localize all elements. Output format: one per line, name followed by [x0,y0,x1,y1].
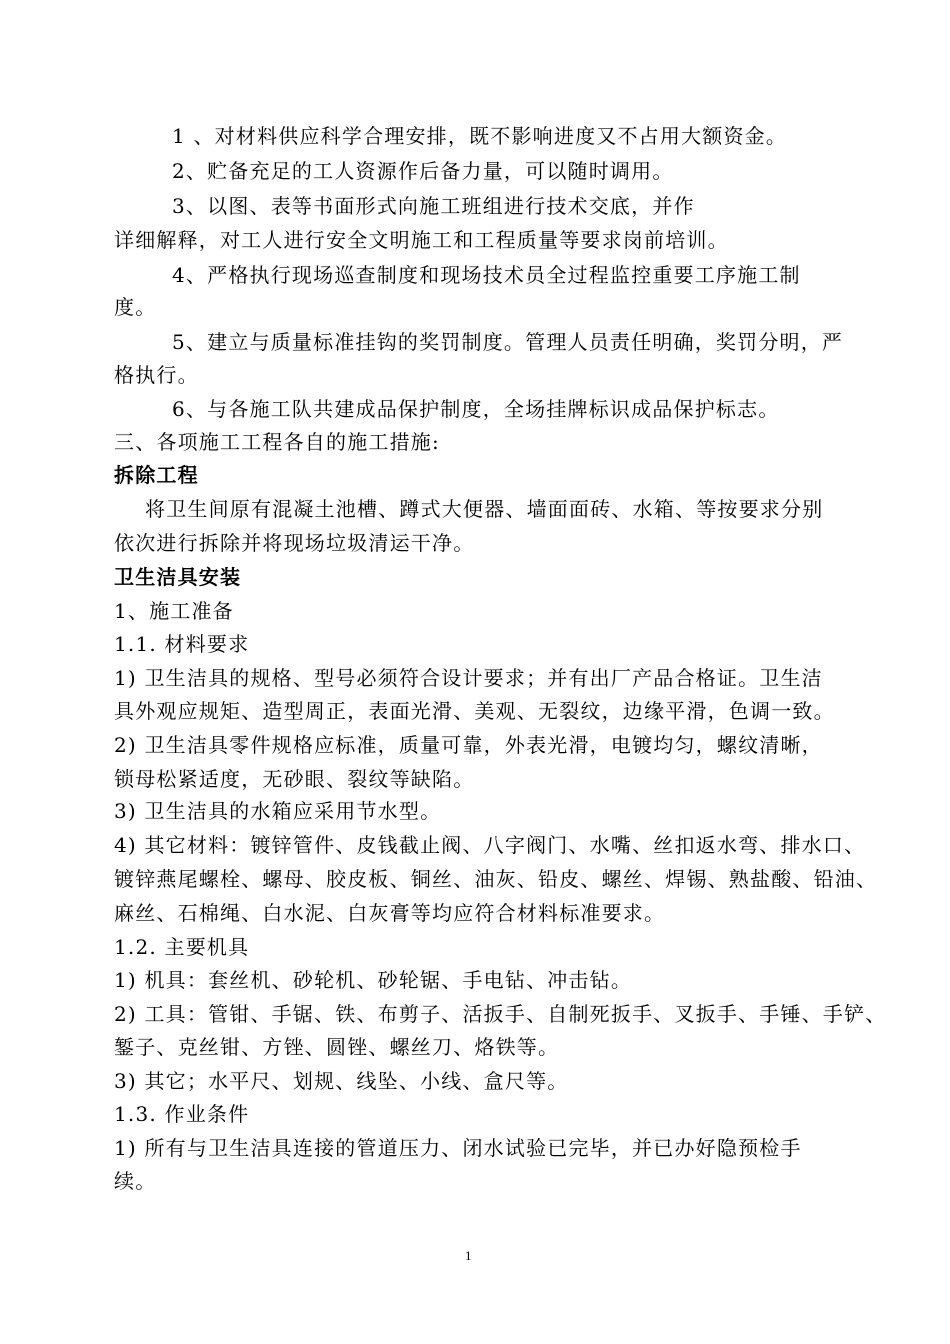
paragraph-line: 格执行。 [114,363,199,387]
paragraph-line: 2、贮备充足的工人资源作后备力量，可以随时调用。 [172,159,674,183]
paragraph-line: 1、施工准备 [114,599,234,623]
paragraph-line: 续。 [114,1169,157,1193]
paragraph-line: 6、与各施工队共建成品保护制度，全场挂牌标识成品保护标志。 [172,397,780,421]
paragraph-line: 錾子、克丝钳、方锉、圆锉、螺丝刀、烙铁等。 [114,1035,560,1059]
subsection-heading: 卫生洁具安装 [114,565,242,589]
paragraph-line: 具外观应规矩、造型周正，表面光滑、美观、无裂纹，边缘平滑，色调一致。 [114,699,835,723]
paragraph-line: 1) 所有与卫生洁具连接的管道压力、闭水试验已完毕，并已办好隐预检手 [114,1136,802,1160]
paragraph-line: 1.1. 材料要求 [114,632,250,656]
section-heading: 三、各项施工工程各自的施工措施: [114,430,440,454]
page-number: 1 [465,1248,472,1263]
paragraph-line: 麻丝、石棉绳、白水泥、白灰膏等均应符合材料标准要求。 [114,901,666,925]
paragraph-line: 镀锌燕尾螺栓、螺母、胶皮板、铜丝、油灰、铅皮、螺丝、焊锡、熟盐酸、铅油、 [114,867,878,891]
paragraph-line: 1 、对材料供应科学合理安排，既不影响进度又不占用大额资金。 [172,124,788,148]
paragraph-line: 将卫生间原有混凝土池槽、蹲式大便器、墙面面砖、水箱、等按要求分别 [145,497,824,521]
paragraph-line: 2) 卫生洁具零件规格应标准，质量可靠，外表光滑，电镀均匀，螺纹清晰， [114,733,823,757]
paragraph-line: 1) 机具：套丝机、砂轮机、砂轮锯、手电钻、冲击钻。 [114,968,633,992]
paragraph-line: 3) 卫生洁具的水箱应采用节水型。 [114,799,442,823]
paragraph-line: 4、严格执行现场巡查制度和现场技术员全过程监控重要工序施工制 [172,263,801,287]
paragraph-line: 1.3. 作业条件 [114,1102,250,1126]
paragraph-line: 锁母松紧适度，无砂眼、裂纹等缺陷。 [114,767,475,791]
paragraph-line: 依次进行拆除并将现场垃圾清运干净。 [114,531,475,555]
subsection-heading: 拆除工程 [114,463,199,487]
paragraph-line: 1) 卫生洁具的规格、型号必须符合设计要求；并有出厂产品合格证。卫生洁 [114,666,823,690]
paragraph-line: 5、建立与质量标准挂钩的奖罚制度。管理人员责任明确，奖罚分明，严 [172,330,844,354]
paragraph-line: 3、以图、表等书面形式向施工班组进行技术交底，并作 [172,194,695,218]
paragraph-line: 度。 [114,295,157,319]
paragraph-line: 2) 工具：管钳、手锯、铁、布剪子、活扳手、自制死扳手、叉扳手、手锤、手铲、 [114,1002,887,1026]
paragraph-line: 3) 其它；水平尺、划规、线坠、小线、盒尺等。 [114,1069,569,1093]
paragraph-line: 详细解释，对工人进行安全文明施工和工程质量等要求岗前培训。 [114,228,729,252]
paragraph-line: 4) 其它材料：镀锌管件、皮钱截止阀、八字阀门、水嘴、丝扣返水弯、排水口、 [114,833,866,857]
paragraph-line: 1.2. 主要机具 [114,935,250,959]
